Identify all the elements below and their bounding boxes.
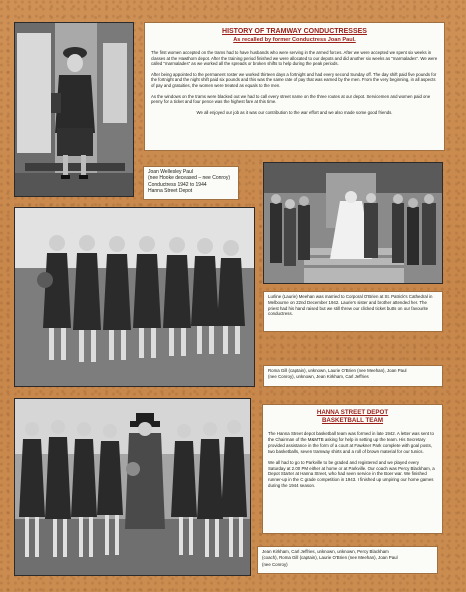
caption-line: (nee Conroy) <box>262 561 288 567</box>
history-paragraph-2: After being appointed to the permanent roster we worked thirteen days a fortnight and had every second Sunday off. The day shift paid five pounds for the fortnight and the night shift paid six pounds and this was the same rate of pay that was earned by the men. From the very beginning, in all aspects of pay and gratuities, the women were treated as equals to the men. <box>151 71 437 88</box>
photo-basketball-team <box>14 207 255 387</box>
caption-line: Hanna Street Depot <box>148 188 193 195</box>
basketball-title: HANNA STREET DEPOT <box>316 409 389 416</box>
history-article-card <box>144 22 445 151</box>
caption-line: (coach), Roma Gill (captain), Laurie O'Brien (nee Meehan), Joan Paul <box>262 555 398 561</box>
history-subtitle: As recalled by former Conductress Joan Paul. <box>233 37 356 43</box>
caption-line: Roma Gill (captain), unknown, Laurie O'Brien (nee Meehan), Joan Paul <box>268 368 407 373</box>
history-paragraph-4: We all enjoyed our job as it was our contribution to the war effort and we also made some good friends. <box>196 109 393 115</box>
history-title: HISTORY OF TRAMWAY CONDUCTRESSES <box>222 28 367 35</box>
caption-coach-names <box>257 546 438 574</box>
caption-wedding <box>263 291 443 332</box>
photo-wedding-cathedral <box>263 162 443 284</box>
history-paragraph-1: The first women accepted on the trams had to have husbands who were serving in the armed forces. After we were accepted we spent six weeks in classes at the Hawthorn depot. After the training period finished we were allocated to our depots and did another six weeks as "marmalades". We were called "marmalades" as we worked all the spreads or broken shifts to help during the peak periods. <box>151 50 438 67</box>
caption-line: (nee Conroy), unknown, Jean Kirkham, Carl Jeffries <box>268 374 369 380</box>
basketball-paragraph-2: We all had to go to Parkville to be graded and registered and we played every Saturday at 2.00 PM either at home or at Parkville. Our coach was Percy Blackham, a Depot Starter at Hanna Street, who had seen service in the Boer war. We finished runner-up in the C grade competition in 1943. I finished up umpiring our home games during the 1944 season. <box>268 459 435 489</box>
caption-joan-paul <box>143 166 239 200</box>
caption-team-names <box>263 365 443 387</box>
caption-line: (nee Hooke deceased – nee Conroy) <box>148 175 230 182</box>
history-paragraph-3: As the windows on the trams were blacked out we had to call every street name on the three routes at our depot. Servicemen and women paid one penny for a ticket and four pence was the highest fare at this time. <box>151 93 431 105</box>
basketball-paragraph-1: The Hanna Street depot basketball team was formed in late 1942. A letter was sent to the Chairman of the M&MTB asking for help in setting up the team. His Secretary provided assistance in the form of a court at Fawkner Park complete with goal posts, two basketballs, seven tramway shirts and a roll of brown material for our tunics. <box>268 431 434 454</box>
photo-conductress-joan-paul <box>14 22 134 197</box>
caption-wedding-text: Lurline (Laurie) Meehan was married to Corporal O'Brien at St. Patrick's Cathedral in Melbourne on 22nd December 1942. Laurie's sister and brother attended her. The priest had his hand raised but we still threw our clicked ticket butts on our favourite conductress. <box>268 294 433 317</box>
caption-line: Joan Wellesley Paul <box>148 169 193 175</box>
basketball-subtitle: BASKETBALL TEAM <box>321 417 384 424</box>
caption-line: Conductress 1942 to 1944 <box>148 181 207 188</box>
photo-team-with-coach <box>14 398 251 576</box>
basketball-article-card <box>262 404 443 534</box>
caption-line: Jean Kirkham, Carl Jeffries, unknown, unknown, Percy Blackham <box>262 549 389 554</box>
